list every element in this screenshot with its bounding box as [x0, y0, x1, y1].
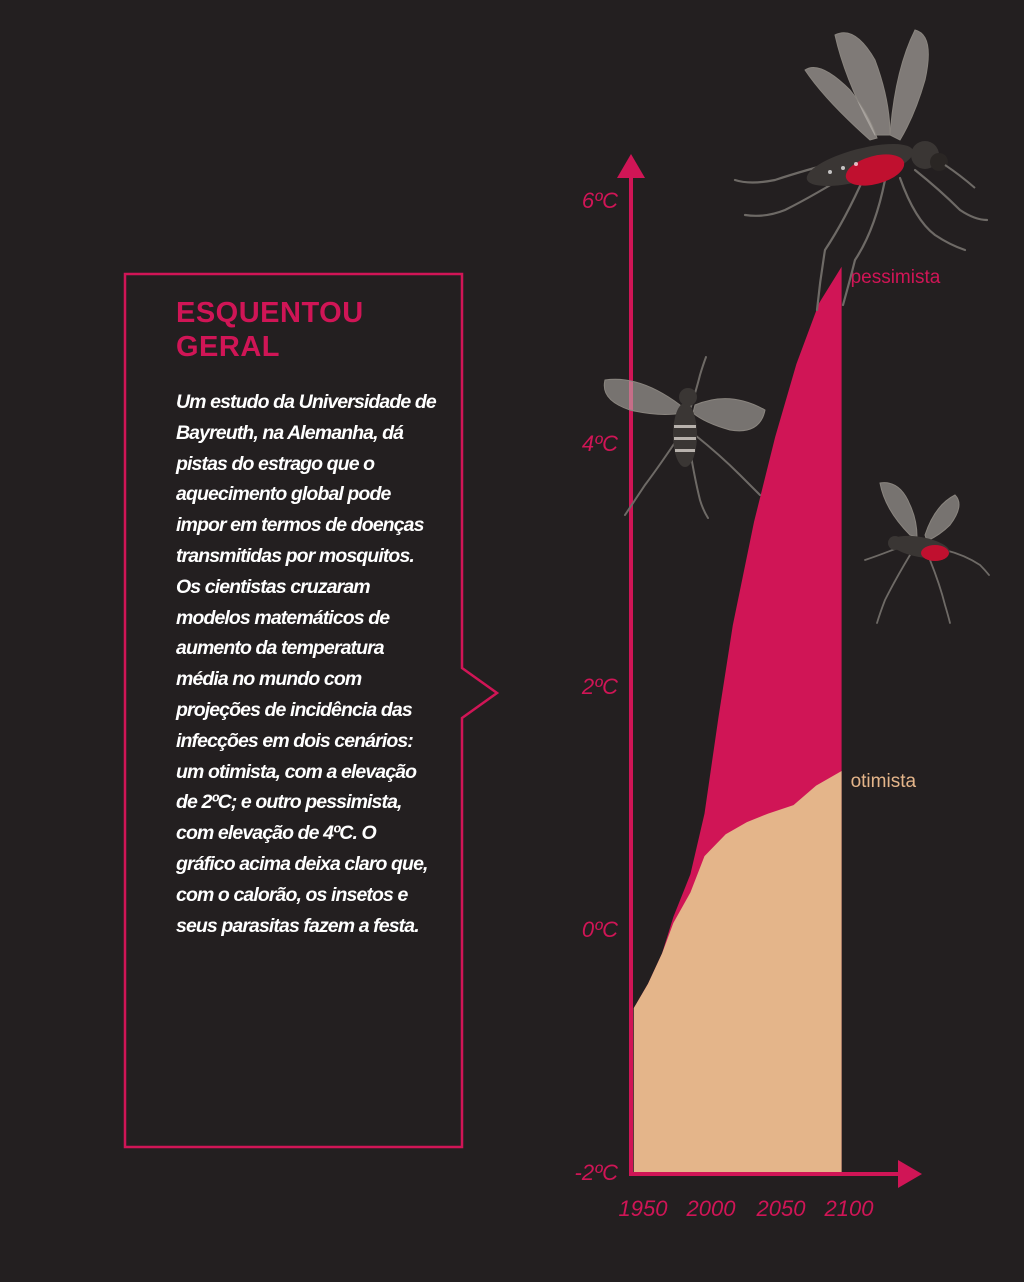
callout-title: ESQUENTOU GERAL [176, 297, 364, 363]
x-tick-labels [619, 1196, 875, 1221]
series-label-otimista: otimista [850, 771, 917, 793]
x-tick-label: 2050 [756, 1196, 806, 1221]
mosquito-icon [855, 475, 990, 625]
y-tick-label: 6ºC [581, 188, 618, 213]
y-axis-arrow [617, 154, 645, 178]
area-otimista [634, 771, 842, 1172]
mosquito-icon [600, 355, 770, 520]
callout-body: Um estudo da Universidade de Bayreuth, na Alemanha, dá pistas do estrago que o aquecimento global pode impor em termos de doenças transmitidas por mosquitos. Os cientistas cruzaram modelos matemáticos de aumento da temperatura média no mundo com projeções de incidência das infecções em dois cenários: um otimista, com a elevação de 2ºC; e outro pessimista, com elevação de 4ºC. O gráfico acima deixa claro que, com o calorão, os insetos e seus parasitas fazem a festa. [176, 391, 436, 937]
x-tick-label: 1950 [618, 1196, 668, 1221]
y-tick-label: -2ºC [574, 1160, 618, 1185]
y-tick-label: 0ºC [581, 917, 618, 942]
x-axis-arrow [898, 1160, 922, 1188]
mosquito-icon [725, 20, 990, 315]
y-tick-label: 4ºC [581, 431, 618, 456]
series-label-pessimista: pessimista [850, 266, 941, 288]
y-tick-labels [575, 188, 619, 1185]
x-tick-label: 2100 [824, 1196, 874, 1221]
x-tick-label: 2000 [686, 1196, 736, 1221]
y-tick-label: 2ºC [581, 674, 618, 699]
